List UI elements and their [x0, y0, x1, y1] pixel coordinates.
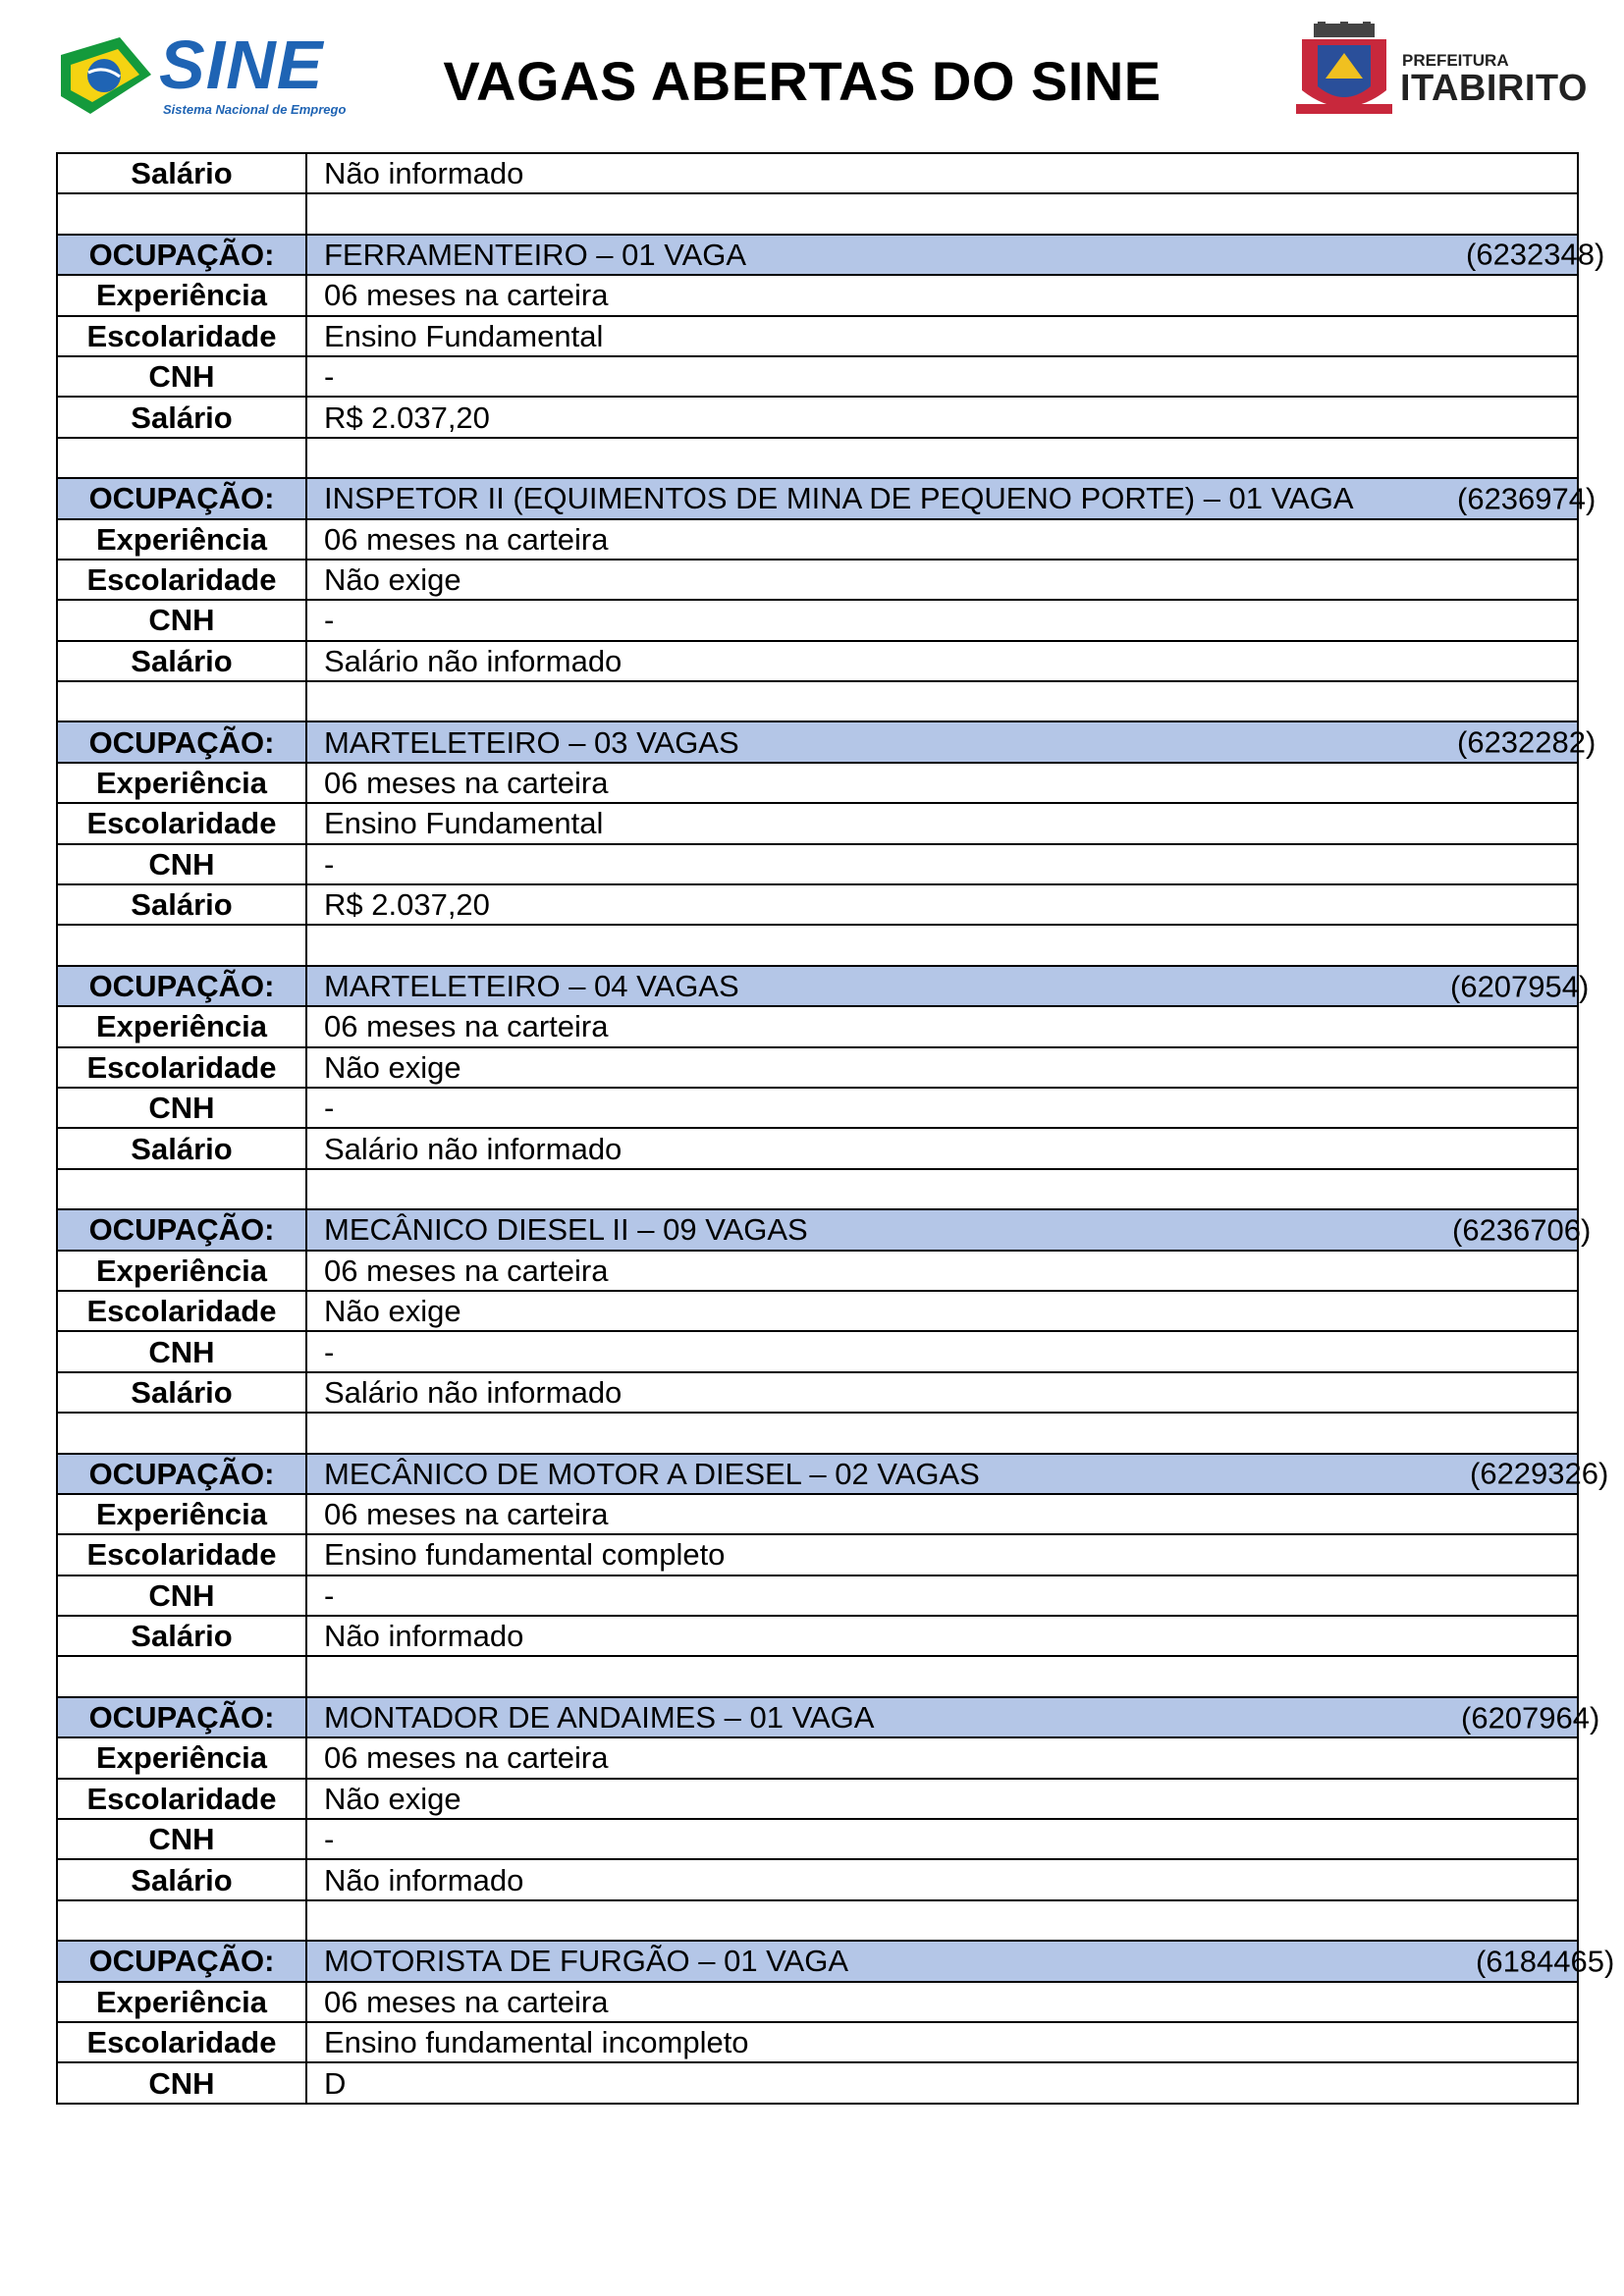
education-row	[57, 560, 1578, 600]
spacer-row	[57, 1413, 1578, 1453]
license-label: CNH	[57, 356, 306, 397]
experience-value: 06 meses na carteira	[306, 763, 1578, 803]
occupation-cell	[306, 1209, 1592, 1250]
experience-label: Experiência	[57, 1251, 306, 1291]
occupation-cell	[306, 1941, 1615, 1981]
salary-value: R$ 2.037,20	[306, 397, 1578, 437]
education-row	[57, 1779, 1578, 1819]
spacer-cell	[57, 438, 306, 478]
education-row	[57, 1047, 1578, 1088]
occupation-title: MARTELETEIRO – 04 VAGAS	[324, 969, 739, 1003]
occupation-label: OCUPAÇÃO:	[57, 721, 306, 762]
education-value: Não exige	[306, 1047, 1578, 1088]
occupation-cell	[306, 721, 1597, 762]
occupation-row	[57, 1209, 1578, 1250]
occupation-label: OCUPAÇÃO:	[57, 235, 306, 275]
license-row	[57, 1331, 1578, 1371]
salary-value: Não informado	[306, 153, 1578, 193]
spacer-cell	[306, 1169, 1578, 1209]
spacer-cell	[57, 1169, 306, 1209]
occupation-code: (6236974)	[1457, 481, 1597, 516]
prefeitura-label: PREFEITURA	[1402, 51, 1509, 70]
license-label: CNH	[57, 1819, 306, 1859]
salary-label: Salário	[57, 1859, 306, 1899]
education-value: Ensino fundamental completo	[306, 1534, 1578, 1575]
occupation-label: OCUPAÇÃO:	[57, 1209, 306, 1250]
license-row	[57, 1819, 1578, 1859]
experience-row	[57, 1251, 1578, 1291]
spacer-cell	[57, 1656, 306, 1696]
salary-label: Salário	[57, 1372, 306, 1413]
experience-label: Experiência	[57, 1982, 306, 2022]
occupation-cell	[306, 1697, 1600, 1737]
occupation-row	[57, 478, 1578, 518]
experience-label: Experiência	[57, 275, 306, 315]
salary-row	[57, 1372, 1578, 1413]
license-value: -	[306, 844, 1578, 884]
experience-row	[57, 1737, 1578, 1778]
education-row	[57, 1291, 1578, 1331]
salary-label: Salário	[57, 1128, 306, 1168]
education-value: Ensino fundamental incompleto	[306, 2022, 1578, 2062]
salary-row	[57, 1128, 1578, 1168]
experience-value: 06 meses na carteira	[306, 275, 1578, 315]
spacer-row	[57, 1169, 1578, 1209]
experience-label: Experiência	[57, 519, 306, 560]
occupation-cell	[306, 966, 1590, 1006]
experience-row	[57, 519, 1578, 560]
experience-label: Experiência	[57, 1494, 306, 1534]
experience-value: 06 meses na carteira	[306, 1006, 1578, 1046]
occupation-title: MARTELETEIRO – 03 VAGAS	[324, 724, 739, 760]
prefeitura-logo	[1292, 22, 1588, 130]
salary-label: Salário	[57, 397, 306, 437]
occupation-code: (6207964)	[1461, 1700, 1600, 1735]
spacer-cell	[306, 1900, 1578, 1941]
occupation-label: OCUPAÇÃO:	[57, 1941, 306, 1981]
city-name: ITABIRITO	[1400, 68, 1588, 109]
occupation-cell	[306, 235, 1605, 275]
experience-row	[57, 1006, 1578, 1046]
page-title-text: VAGAS ABERTAS DO SINE	[443, 50, 1162, 112]
experience-label: Experiência	[57, 1737, 306, 1778]
license-label: CNH	[57, 600, 306, 640]
page-header	[0, 0, 1624, 147]
license-value: -	[306, 356, 1578, 397]
salary-row	[57, 1616, 1578, 1656]
license-row	[57, 2062, 1578, 2103]
salary-row	[57, 884, 1578, 925]
education-label: Escolaridade	[57, 1779, 306, 1819]
spacer-cell	[57, 681, 306, 721]
salary-label: Salário	[57, 641, 306, 681]
salary-label: Salário	[57, 153, 306, 193]
occupation-label: OCUPAÇÃO:	[57, 478, 306, 518]
occupation-row	[57, 966, 1578, 1006]
license-row	[57, 1088, 1578, 1128]
occupation-row	[57, 1697, 1578, 1737]
experience-row	[57, 763, 1578, 803]
spacer-cell	[306, 925, 1578, 965]
occupation-code: (6229326)	[1470, 1456, 1609, 1491]
occupation-cell	[306, 478, 1597, 518]
salary-label: Salário	[57, 884, 306, 925]
spacer-cell	[57, 1413, 306, 1453]
table-row	[57, 153, 1578, 193]
experience-value: 06 meses na carteira	[306, 1494, 1578, 1534]
occupation-cell	[306, 1454, 1609, 1494]
experience-label: Experiência	[57, 763, 306, 803]
education-value: Ensino Fundamental	[306, 316, 1578, 356]
spacer-row	[57, 925, 1578, 965]
occupation-row	[57, 1454, 1578, 1494]
license-value: -	[306, 1088, 1578, 1128]
license-value: -	[306, 1819, 1578, 1859]
education-label: Escolaridade	[57, 316, 306, 356]
experience-row	[57, 1494, 1578, 1534]
spacer-row	[57, 1656, 1578, 1696]
experience-row	[57, 275, 1578, 315]
spacer-row	[57, 1900, 1578, 1941]
occupation-code: (6236706)	[1452, 1212, 1592, 1248]
experience-value: 06 meses na carteira	[306, 1251, 1578, 1291]
education-value: Não exige	[306, 560, 1578, 600]
spacer-cell	[306, 1413, 1578, 1453]
occupation-title: MECÂNICO DIESEL II – 09 VAGAS	[324, 1212, 808, 1248]
salary-value: Não informado	[306, 1616, 1578, 1656]
salary-value: Salário não informado	[306, 1372, 1578, 1413]
city-crest-icon	[1292, 22, 1396, 126]
spacer-row	[57, 681, 1578, 721]
occupation-title: MECÂNICO DE MOTOR A DIESEL – 02 VAGAS	[324, 1456, 980, 1491]
license-label: CNH	[57, 2062, 306, 2103]
license-row	[57, 600, 1578, 640]
spacer-row	[57, 438, 1578, 478]
education-row	[57, 1534, 1578, 1575]
occupation-row	[57, 235, 1578, 275]
license-label: CNH	[57, 1088, 306, 1128]
education-label: Escolaridade	[57, 1291, 306, 1331]
salary-value: Salário não informado	[306, 1128, 1578, 1168]
spacer-cell	[57, 925, 306, 965]
occupation-code: (6207954)	[1450, 969, 1590, 1003]
salary-value: R$ 2.037,20	[306, 884, 1578, 925]
salary-value: Não informado	[306, 1859, 1578, 1899]
occupation-title: FERRAMENTEIRO – 01 VAGA	[324, 237, 747, 272]
license-value: D	[306, 2062, 1578, 2103]
education-value: Não exige	[306, 1779, 1578, 1819]
salary-row	[57, 1859, 1578, 1899]
salary-row	[57, 397, 1578, 437]
salary-row	[57, 641, 1578, 681]
occupation-code: (6232282)	[1457, 724, 1597, 760]
sine-logo-text: SINE	[159, 27, 324, 103]
occupation-code: (6232348)	[1466, 237, 1605, 272]
spacer-cell	[306, 1656, 1578, 1696]
education-label: Escolaridade	[57, 2022, 306, 2062]
license-row	[57, 1575, 1578, 1616]
salary-label: Salário	[57, 1616, 306, 1656]
education-value: Não exige	[306, 1291, 1578, 1331]
license-value: -	[306, 1575, 1578, 1616]
occupation-row	[57, 1941, 1578, 1981]
license-value: -	[306, 1331, 1578, 1371]
license-label: CNH	[57, 844, 306, 884]
occupation-title: INSPETOR II (EQUIMENTOS DE MINA DE PEQUENO PORTE) – 01 VAGA	[324, 481, 1354, 516]
education-label: Escolaridade	[57, 1534, 306, 1575]
occupation-label: OCUPAÇÃO:	[57, 1454, 306, 1494]
occupation-label: OCUPAÇÃO:	[57, 1697, 306, 1737]
spacer-cell	[306, 681, 1578, 721]
license-label: CNH	[57, 1331, 306, 1371]
experience-value: 06 meses na carteira	[306, 1982, 1578, 2022]
education-row	[57, 803, 1578, 843]
sine-logo-subtitle: Sistema Nacional de Emprego	[163, 102, 347, 117]
education-label: Escolaridade	[57, 803, 306, 843]
license-label: CNH	[57, 1575, 306, 1616]
license-row	[57, 356, 1578, 397]
spacer-cell	[57, 193, 306, 234]
experience-label: Experiência	[57, 1006, 306, 1046]
jobs-table	[56, 152, 1615, 2105]
education-label: Escolaridade	[57, 1047, 306, 1088]
salary-value: Salário não informado	[306, 641, 1578, 681]
license-row	[57, 844, 1578, 884]
license-value: -	[306, 600, 1578, 640]
occupation-title: MONTADOR DE ANDAIMES – 01 VAGA	[324, 1700, 875, 1735]
education-label: Escolaridade	[57, 560, 306, 600]
education-row	[57, 2022, 1578, 2062]
spacer-cell	[306, 193, 1578, 234]
spacer-cell	[306, 438, 1578, 478]
experience-row	[57, 1982, 1578, 2022]
occupation-row	[57, 721, 1578, 762]
occupation-code: (6184465)	[1476, 1944, 1615, 1979]
spacer-row	[57, 193, 1578, 234]
occupation-label: OCUPAÇÃO:	[57, 966, 306, 1006]
occupation-title: MOTORISTA DE FURGÃO – 01 VAGA	[324, 1944, 849, 1979]
experience-value: 06 meses na carteira	[306, 519, 1578, 560]
experience-value: 06 meses na carteira	[306, 1737, 1578, 1778]
education-value: Ensino Fundamental	[306, 803, 1578, 843]
education-row	[57, 316, 1578, 356]
spacer-cell	[57, 1900, 306, 1941]
